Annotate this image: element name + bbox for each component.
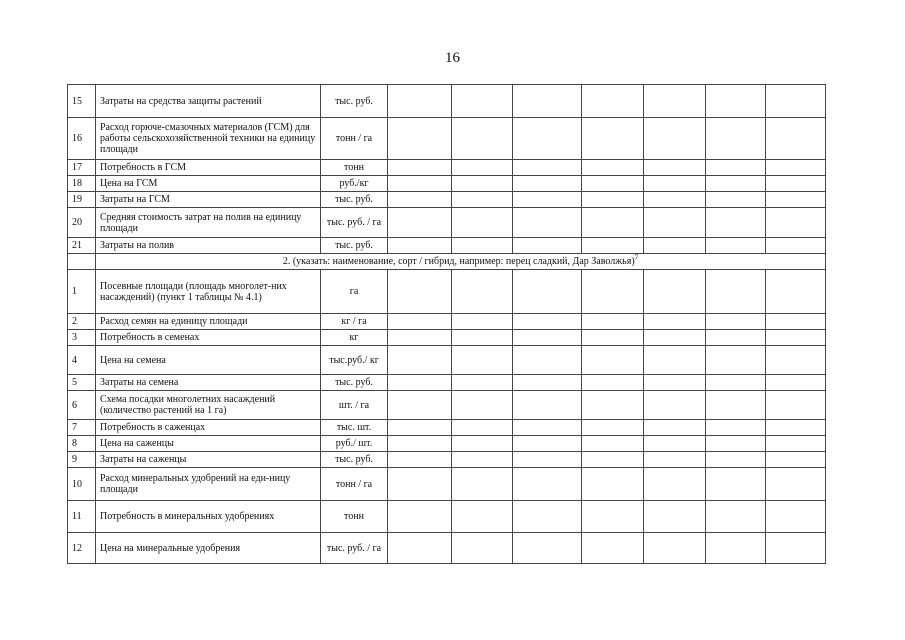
row-number: 19 bbox=[68, 192, 96, 208]
unit-cell: шт. / га bbox=[321, 391, 388, 420]
value-cell[interactable] bbox=[452, 208, 513, 238]
value-cell[interactable] bbox=[706, 270, 766, 314]
value-cell[interactable] bbox=[706, 391, 766, 420]
value-cell[interactable] bbox=[582, 192, 644, 208]
value-cell[interactable] bbox=[582, 346, 644, 375]
row-number: 3 bbox=[68, 330, 96, 346]
value-cell[interactable] bbox=[706, 330, 766, 346]
value-cell[interactable] bbox=[706, 346, 766, 375]
row-number: 12 bbox=[68, 533, 96, 564]
value-cell[interactable] bbox=[513, 192, 582, 208]
value-cell[interactable] bbox=[766, 330, 826, 346]
row-number: 8 bbox=[68, 436, 96, 452]
value-cell[interactable] bbox=[644, 436, 706, 452]
value-cell[interactable] bbox=[388, 346, 452, 375]
row-number: 7 bbox=[68, 420, 96, 436]
value-cell[interactable] bbox=[452, 501, 513, 533]
cost-table bbox=[67, 84, 826, 564]
value-cell[interactable] bbox=[388, 391, 452, 420]
table-row bbox=[68, 452, 826, 468]
value-cell[interactable] bbox=[644, 468, 706, 501]
indicator-name: Цена на ГСМ bbox=[96, 176, 321, 192]
indicator-name: Затраты на ГСМ bbox=[96, 192, 321, 208]
value-cell[interactable] bbox=[388, 420, 452, 436]
table-row bbox=[68, 501, 826, 533]
value-cell[interactable] bbox=[513, 160, 582, 176]
row-number: 11 bbox=[68, 501, 96, 533]
value-cell[interactable] bbox=[644, 533, 706, 564]
value-cell[interactable] bbox=[766, 208, 826, 238]
value-cell[interactable] bbox=[388, 436, 452, 452]
section-header bbox=[96, 254, 826, 270]
value-cell[interactable] bbox=[513, 391, 582, 420]
value-cell[interactable] bbox=[582, 501, 644, 533]
value-cell[interactable] bbox=[388, 118, 452, 160]
table-row bbox=[68, 436, 826, 452]
value-cell[interactable] bbox=[706, 85, 766, 118]
row-number: 5 bbox=[68, 375, 96, 391]
row-number: 20 bbox=[68, 208, 96, 238]
indicator-name: Потребность в минеральных удобрениях bbox=[96, 501, 321, 533]
indicator-name: Цена на минеральные удобрения bbox=[96, 533, 321, 564]
value-cell[interactable] bbox=[644, 176, 706, 192]
value-cell[interactable] bbox=[452, 238, 513, 254]
indicator-name: Расход горюче-смазочных материалов (ГСМ) для работы сельскохозяйственной техники на единицу площади bbox=[96, 118, 321, 160]
unit-cell: тонн / га bbox=[321, 118, 388, 160]
value-cell[interactable] bbox=[766, 85, 826, 118]
value-cell[interactable] bbox=[388, 375, 452, 391]
value-cell[interactable] bbox=[706, 208, 766, 238]
value-cell[interactable] bbox=[513, 420, 582, 436]
value-cell[interactable] bbox=[706, 468, 766, 501]
unit-cell: тыс. руб. / га bbox=[321, 533, 388, 564]
unit-cell: кг bbox=[321, 330, 388, 346]
value-cell[interactable] bbox=[513, 85, 582, 118]
value-cell[interactable] bbox=[766, 192, 826, 208]
value-cell[interactable] bbox=[513, 501, 582, 533]
unit-cell: руб./ шт. bbox=[321, 436, 388, 452]
value-cell[interactable] bbox=[452, 85, 513, 118]
value-cell[interactable] bbox=[513, 270, 582, 314]
value-cell[interactable] bbox=[388, 452, 452, 468]
indicator-name: Затраты на семена bbox=[96, 375, 321, 391]
value-cell[interactable] bbox=[644, 118, 706, 160]
value-cell[interactable] bbox=[388, 468, 452, 501]
value-cell[interactable] bbox=[706, 118, 766, 160]
table-row bbox=[68, 118, 826, 160]
value-cell[interactable] bbox=[513, 208, 582, 238]
value-cell[interactable] bbox=[452, 533, 513, 564]
value-cell[interactable] bbox=[644, 314, 706, 330]
unit-cell: тыс. руб. bbox=[321, 238, 388, 254]
value-cell[interactable] bbox=[644, 420, 706, 436]
table-row bbox=[68, 375, 826, 391]
value-cell[interactable] bbox=[388, 238, 452, 254]
value-cell[interactable] bbox=[766, 314, 826, 330]
table-row bbox=[68, 420, 826, 436]
value-cell[interactable] bbox=[582, 208, 644, 238]
value-cell[interactable] bbox=[766, 391, 826, 420]
value-cell[interactable] bbox=[706, 375, 766, 391]
unit-cell: тыс. руб. bbox=[321, 452, 388, 468]
section-header-spacer bbox=[68, 254, 96, 270]
indicator-name: Затраты на средства защиты растений bbox=[96, 85, 321, 118]
row-number: 18 bbox=[68, 176, 96, 192]
value-cell[interactable] bbox=[582, 330, 644, 346]
value-cell[interactable] bbox=[766, 176, 826, 192]
value-cell[interactable] bbox=[452, 118, 513, 160]
value-cell[interactable] bbox=[706, 420, 766, 436]
table-row bbox=[68, 391, 826, 420]
value-cell[interactable] bbox=[452, 160, 513, 176]
value-cell[interactable] bbox=[582, 314, 644, 330]
table-row bbox=[68, 238, 826, 254]
value-cell[interactable] bbox=[388, 208, 452, 238]
value-cell[interactable] bbox=[766, 468, 826, 501]
value-cell[interactable] bbox=[452, 468, 513, 501]
unit-cell: тыс. руб. bbox=[321, 85, 388, 118]
value-cell[interactable] bbox=[452, 375, 513, 391]
indicator-name: Посевные площади (площадь многолет-них насаждений) (пункт 1 таблицы № 4.1) bbox=[96, 270, 321, 314]
unit-cell: кг / га bbox=[321, 314, 388, 330]
value-cell[interactable] bbox=[513, 330, 582, 346]
indicator-name: Потребность в семенах bbox=[96, 330, 321, 346]
table-row bbox=[68, 314, 826, 330]
table-row bbox=[68, 330, 826, 346]
value-cell[interactable] bbox=[452, 346, 513, 375]
row-number: 16 bbox=[68, 118, 96, 160]
value-cell[interactable] bbox=[582, 176, 644, 192]
indicator-name: Цена на саженцы bbox=[96, 436, 321, 452]
value-cell[interactable] bbox=[582, 85, 644, 118]
value-cell[interactable] bbox=[706, 452, 766, 468]
value-cell[interactable] bbox=[388, 192, 452, 208]
value-cell[interactable] bbox=[582, 270, 644, 314]
value-cell[interactable] bbox=[644, 270, 706, 314]
unit-cell: тыс. руб. bbox=[321, 375, 388, 391]
value-cell[interactable] bbox=[388, 270, 452, 314]
value-cell[interactable] bbox=[706, 192, 766, 208]
unit-cell: руб./кг bbox=[321, 176, 388, 192]
value-cell[interactable] bbox=[766, 420, 826, 436]
value-cell[interactable] bbox=[452, 391, 513, 420]
value-cell[interactable] bbox=[644, 375, 706, 391]
value-cell[interactable] bbox=[582, 238, 644, 254]
value-cell[interactable] bbox=[766, 436, 826, 452]
value-cell[interactable] bbox=[582, 533, 644, 564]
table-row bbox=[68, 160, 826, 176]
unit-cell: тыс. руб. bbox=[321, 192, 388, 208]
indicator-name: Средняя стоимость затрат на полив на единицу площади bbox=[96, 208, 321, 238]
value-cell[interactable] bbox=[582, 375, 644, 391]
table-row bbox=[68, 270, 826, 314]
value-cell[interactable] bbox=[513, 346, 582, 375]
row-number: 6 bbox=[68, 391, 96, 420]
value-cell[interactable] bbox=[452, 330, 513, 346]
value-cell[interactable] bbox=[388, 533, 452, 564]
value-cell[interactable] bbox=[388, 85, 452, 118]
section-header-row bbox=[68, 254, 826, 270]
section-header-text: 2. (указать: наименование, сорт / гибрид, например: перец сладкий, Дар Заволжья) bbox=[282, 256, 635, 267]
value-cell[interactable] bbox=[452, 314, 513, 330]
row-number: 17 bbox=[68, 160, 96, 176]
unit-cell: тонн bbox=[321, 501, 388, 533]
value-cell[interactable] bbox=[513, 176, 582, 192]
value-cell[interactable] bbox=[452, 452, 513, 468]
value-cell[interactable] bbox=[644, 330, 706, 346]
value-cell[interactable] bbox=[766, 270, 826, 314]
value-cell[interactable] bbox=[644, 238, 706, 254]
value-cell[interactable] bbox=[706, 160, 766, 176]
indicator-name: Схема посадки многолетних насаждений (количество растений на 1 га) bbox=[96, 391, 321, 420]
value-cell[interactable] bbox=[644, 85, 706, 118]
value-cell[interactable] bbox=[706, 533, 766, 564]
value-cell[interactable] bbox=[766, 346, 826, 375]
value-cell[interactable] bbox=[513, 468, 582, 501]
value-cell[interactable] bbox=[582, 420, 644, 436]
indicator-name: Затраты на полив bbox=[96, 238, 321, 254]
value-cell[interactable] bbox=[452, 420, 513, 436]
value-cell[interactable] bbox=[388, 314, 452, 330]
value-cell[interactable] bbox=[513, 238, 582, 254]
value-cell[interactable] bbox=[644, 160, 706, 176]
row-number: 10 bbox=[68, 468, 96, 501]
unit-cell: тыс. руб. / га bbox=[321, 208, 388, 238]
value-cell[interactable] bbox=[766, 533, 826, 564]
value-cell[interactable] bbox=[706, 501, 766, 533]
unit-cell: га bbox=[321, 270, 388, 314]
table-row bbox=[68, 192, 826, 208]
unit-cell: тыс. шт. bbox=[321, 420, 388, 436]
value-cell[interactable] bbox=[766, 238, 826, 254]
value-cell[interactable] bbox=[513, 533, 582, 564]
table-row bbox=[68, 533, 826, 564]
value-cell[interactable] bbox=[706, 436, 766, 452]
value-cell[interactable] bbox=[582, 468, 644, 501]
value-cell[interactable] bbox=[513, 452, 582, 468]
value-cell[interactable] bbox=[452, 176, 513, 192]
value-cell[interactable] bbox=[388, 330, 452, 346]
row-number: 15 bbox=[68, 85, 96, 118]
table-row bbox=[68, 85, 826, 118]
value-cell[interactable] bbox=[766, 118, 826, 160]
value-cell[interactable] bbox=[644, 192, 706, 208]
table-row bbox=[68, 176, 826, 192]
value-cell[interactable] bbox=[706, 238, 766, 254]
unit-cell: тонн / га bbox=[321, 468, 388, 501]
indicator-name: Затраты на саженцы bbox=[96, 452, 321, 468]
value-cell[interactable] bbox=[513, 314, 582, 330]
value-cell[interactable] bbox=[582, 118, 644, 160]
unit-cell: тыс.руб./ кг bbox=[321, 346, 388, 375]
value-cell[interactable] bbox=[644, 346, 706, 375]
value-cell[interactable] bbox=[582, 391, 644, 420]
value-cell[interactable] bbox=[388, 160, 452, 176]
value-cell[interactable] bbox=[452, 192, 513, 208]
value-cell[interactable] bbox=[582, 160, 644, 176]
value-cell[interactable] bbox=[513, 118, 582, 160]
indicator-name: Расход семян на единицу площади bbox=[96, 314, 321, 330]
indicator-name: Потребность в ГСМ bbox=[96, 160, 321, 176]
value-cell[interactable] bbox=[582, 452, 644, 468]
value-cell[interactable] bbox=[706, 314, 766, 330]
value-cell[interactable] bbox=[644, 208, 706, 238]
value-cell[interactable] bbox=[452, 270, 513, 314]
row-number: 21 bbox=[68, 238, 96, 254]
value-cell[interactable] bbox=[644, 391, 706, 420]
page-number: 16 bbox=[445, 50, 460, 66]
indicator-name: Цена на семена bbox=[96, 346, 321, 375]
row-number: 4 bbox=[68, 346, 96, 375]
value-cell[interactable] bbox=[766, 501, 826, 533]
value-cell[interactable] bbox=[766, 160, 826, 176]
indicator-name: Расход минеральных удобрений на еди-ницу площади bbox=[96, 468, 321, 501]
value-cell[interactable] bbox=[766, 375, 826, 391]
value-cell[interactable] bbox=[388, 501, 452, 533]
value-cell[interactable] bbox=[644, 501, 706, 533]
value-cell[interactable] bbox=[452, 436, 513, 452]
table-row bbox=[68, 468, 826, 501]
value-cell[interactable] bbox=[513, 436, 582, 452]
value-cell[interactable] bbox=[706, 176, 766, 192]
value-cell[interactable] bbox=[513, 375, 582, 391]
value-cell[interactable] bbox=[388, 176, 452, 192]
row-number: 9 bbox=[68, 452, 96, 468]
row-number: 1 bbox=[68, 270, 96, 314]
indicator-name: Потребность в саженцах bbox=[96, 420, 321, 436]
value-cell[interactable] bbox=[644, 452, 706, 468]
value-cell[interactable] bbox=[582, 436, 644, 452]
row-number: 2 bbox=[68, 314, 96, 330]
footnote-marker: 7 bbox=[634, 253, 639, 262]
unit-cell: тонн bbox=[321, 160, 388, 176]
value-cell[interactable] bbox=[766, 452, 826, 468]
table-row bbox=[68, 346, 826, 375]
table-row bbox=[68, 208, 826, 238]
